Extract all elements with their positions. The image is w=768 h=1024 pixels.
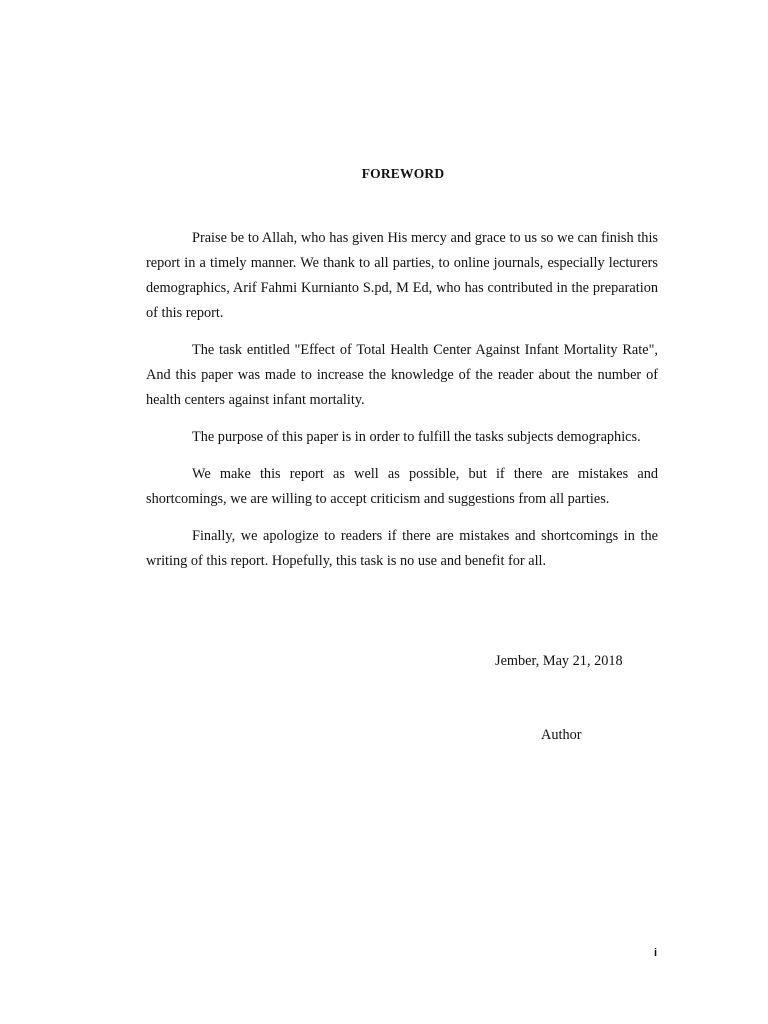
place-date: Jember, May 21, 2018 [495, 653, 623, 669]
foreword-body [146, 226, 658, 586]
paragraph-2: The task entitled "Effect of Total Health Center Against Infant Mortality Rate", And this paper was made to increase the knowledge of the reader about the number of health centers against infant mortality. [146, 342, 658, 408]
paragraph-5: Finally, we apologize to readers if there are mistakes and shortcomings in the writing of this report. Hopefully, this task is no use and benefit for all. [146, 528, 658, 569]
paragraph-4: We make this report as well as possible, but if there are mistakes and shortcomings, we are willing to accept criticism and suggestions from all parties. [146, 466, 658, 507]
paragraph-1: Praise be to Allah, who has given His mercy and grace to us so we can finish this report in a timely manner. We thank to all parties, to online journals, especially lecturers demographics, Arif Fahmi Kurnianto S.pd, M Ed, who has contributed in the preparation of this report. [146, 230, 658, 321]
page-title: FOREWORD [361, 166, 445, 181]
paragraph-3: The purpose of this paper is in order to fulfill the tasks subjects demographics. [192, 429, 641, 445]
author-signature: Author [541, 727, 582, 743]
page-number: i [654, 947, 658, 959]
